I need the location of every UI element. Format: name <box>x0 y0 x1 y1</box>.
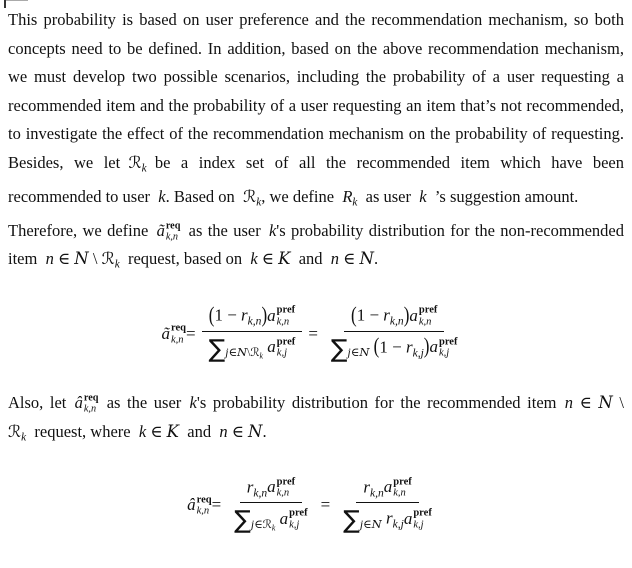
paragraph-define-nonrecommended: Therefore, we define ã req k,n as the user k's probability distribution for the non-recommended item n ∈ N \ ℛ$_k$ request, based on k ∈ K and n ∈ N. <box>8 220 624 271</box>
equation-nonrecommended-distribution: ã req k,n = $(1 - r_{k,n})$ a pref k,n $\sum_{j\in N\backslash ℛ_k}$ a pref k,j = $(1 - r_{k,n})$ a pref k,n $\sum_{j\in N}$ $(1 - r_{k,j})$ a pref k,j <box>161 302 458 363</box>
paragraph-define-recommended: Also, let â req k,n as the user k's probability distribution for the recommended item n ∈ N \ ℛ$_k$ request, where k ∈ K and n ∈ N. <box>8 392 625 444</box>
top-edge-artifact <box>6 0 28 1</box>
equation-recommended-distribution: â req k,n = $r_{k,n}$ a pref k,n $\sum_{j\in ℛ_k}$ a pref k,j = $r_{k,n}$ a pref k,n $\sum_{j\in N}$ $r_{k,j}$ a pref k,j <box>187 476 432 535</box>
paragraph-intro: This probability is based on user preference and the recommendation mechanism, so both concepts need to be defined. In addition, based on the above recommendation mechanism, we must develop two possible scenarios, including the probability of a user requesting a recommended item and the probability of a user requesting an item that’s not recommended, to investigate the effect of the recommendation mechanism on the probability of requesting. Besides, we let ℛ$_k$ be a index set of all the recommended item which have been recommended to user k. Based on ℛ$_k$, we define $R_k$ as user k ’s suggestion amount. <box>8 10 624 209</box>
text-cursor-artifact <box>4 0 6 8</box>
